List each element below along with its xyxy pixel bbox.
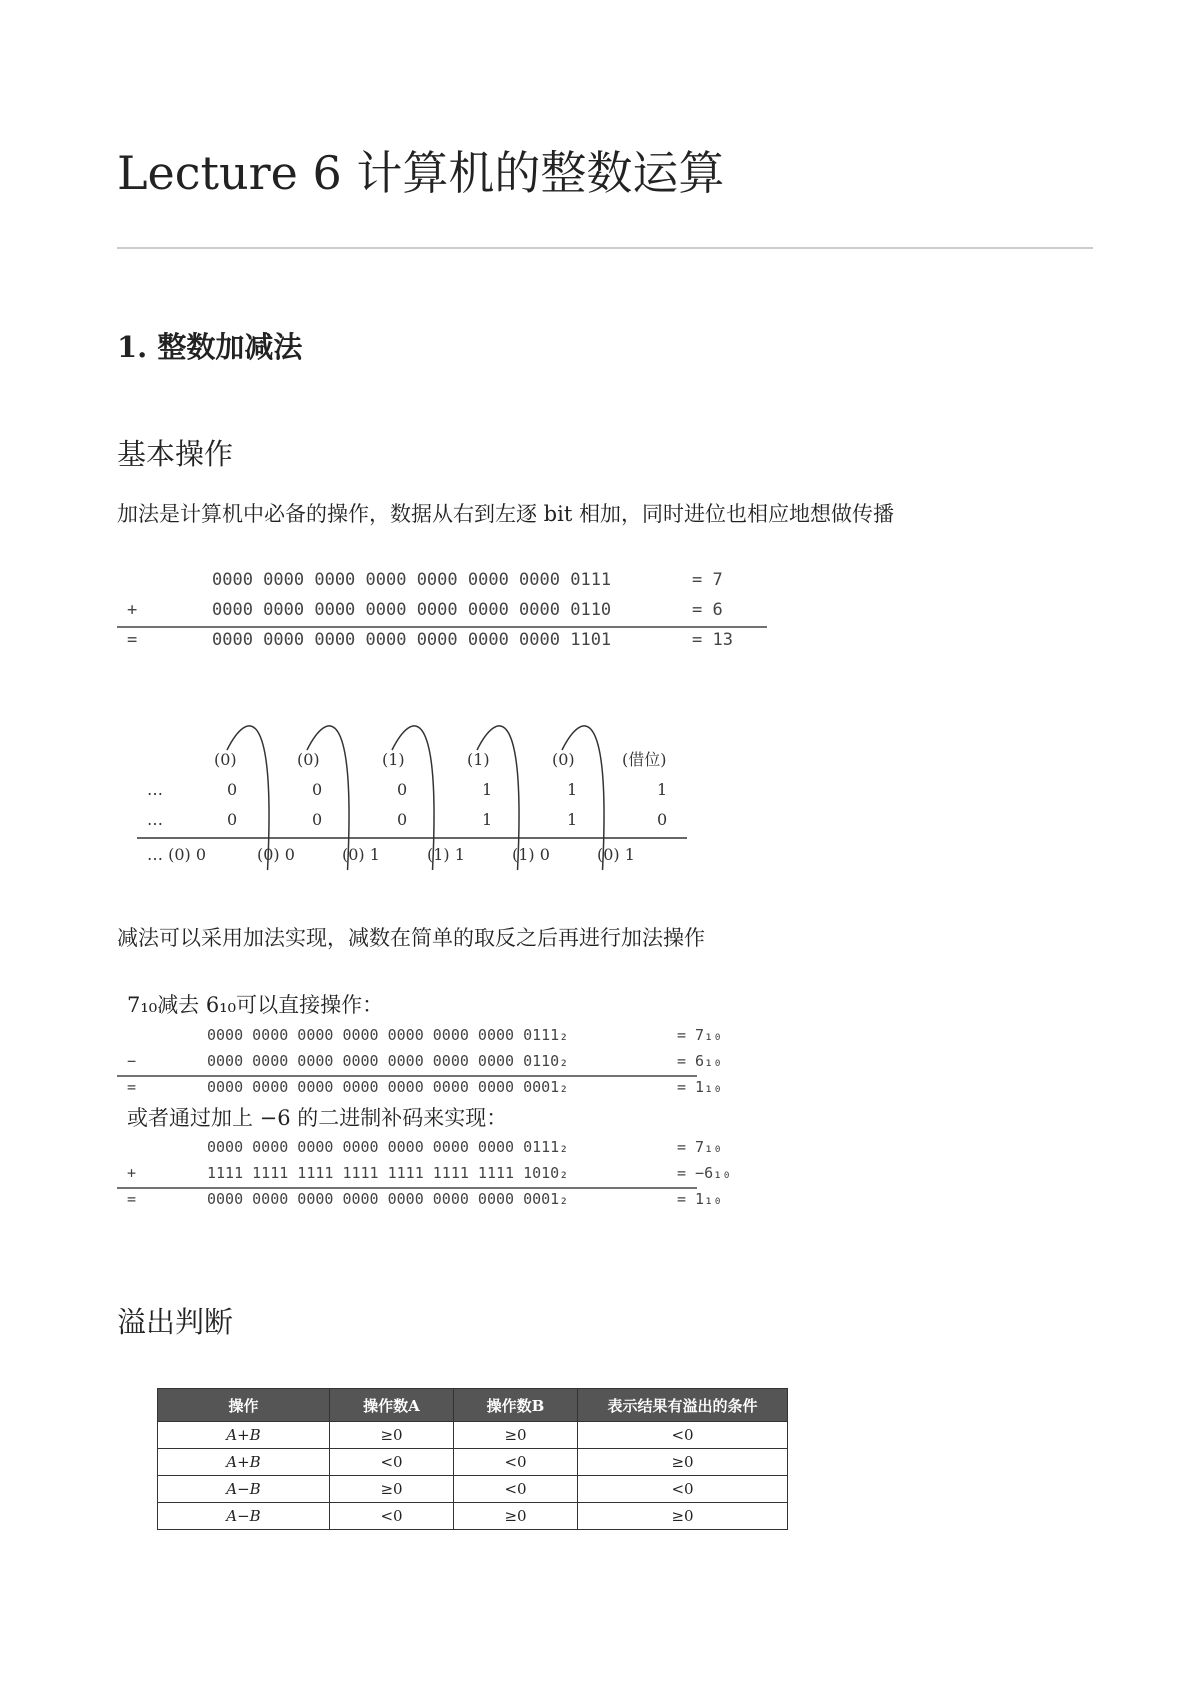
cell: ≥0 (330, 1476, 454, 1503)
carry-r2-0: … (147, 810, 163, 829)
carry-r1-3: 0 (397, 780, 408, 799)
sub2-bits-2: 1111 1111 1111 1111 1111 1111 1111 1010₂ (207, 1164, 569, 1182)
sub2-eq-1: = 7₁₀ (677, 1138, 723, 1156)
sub2-eq-2: = −6₁₀ (677, 1164, 732, 1182)
header-cond: 表示结果有溢出的条件 (578, 1389, 788, 1422)
sub1-op-3: = (127, 1078, 137, 1096)
paragraph-addition: 加法是计算机中必备的操作，数据从右到左逐 bit 相加，同时进位也相应地想做传播 (117, 502, 894, 526)
cell: ≥0 (578, 1449, 788, 1476)
cell: <0 (454, 1449, 578, 1476)
cell: A+B (158, 1449, 330, 1476)
table-row (158, 1422, 788, 1449)
carry-r3-4: (1) 0 (512, 845, 550, 864)
paragraph-subtraction: 减法可以采用加法实现，减数在简单的取反之后再进行加法操作 (117, 926, 705, 950)
overflow-figure (157, 1388, 788, 1530)
cell: ≥0 (330, 1422, 454, 1449)
cell: ≥0 (454, 1422, 578, 1449)
add-eq-1: = 7 (692, 570, 723, 590)
subheading-overflow: 溢出判断 (117, 1305, 234, 1339)
carry-r1-2: 0 (312, 780, 323, 799)
sub1-eq-1: = 7₁₀ (677, 1026, 723, 1044)
carry-r1-5: 1 (567, 780, 578, 799)
carry-r1-0: … (147, 780, 163, 799)
carry-r2-5: 1 (567, 810, 578, 829)
carry-r1-6: 1 (657, 780, 668, 799)
carry-r2-3: 0 (397, 810, 408, 829)
header-b: 操作数B (454, 1389, 578, 1422)
sub2-bits-1: 0000 0000 0000 0000 0000 0000 0000 0111₂ (207, 1138, 569, 1156)
carry-r1-4: 1 (482, 780, 493, 799)
sub2-op-2: + (127, 1164, 137, 1182)
sub-caption-2: 或者通过加上 −6 的二进制补码来实现： (127, 1106, 508, 1130)
carry-label-2: (0) (297, 750, 320, 769)
cell: A−B (158, 1503, 330, 1530)
carry-r2-4: 1 (482, 810, 493, 829)
carry-figure (117, 720, 717, 870)
sub1-eq-2: = 6₁₀ (677, 1052, 723, 1070)
cell: A+B (158, 1422, 330, 1449)
carry-label-5: (0) (552, 750, 575, 769)
overflow-table (157, 1388, 788, 1530)
sub2-op-3: = (127, 1190, 137, 1208)
section-heading: 1. 整数加减法 (117, 330, 303, 364)
carry-label-6: (借位) (622, 750, 667, 769)
add-op-2: + (127, 600, 138, 620)
carry-r2-2: 0 (312, 810, 323, 829)
carry-label-4: (1) (467, 750, 490, 769)
header-op: 操作 (158, 1389, 330, 1422)
cell: <0 (578, 1422, 788, 1449)
add-bits-2: 0000 0000 0000 0000 0000 0000 0000 0110 (212, 600, 612, 620)
sub1-bits-1: 0000 0000 0000 0000 0000 0000 0000 0111₂ (207, 1026, 569, 1044)
add-eq-2: = 6 (692, 600, 723, 620)
carry-r1-1: 0 (227, 780, 238, 799)
carry-r3-2: (0) 1 (342, 845, 380, 864)
sub-caption-1: 7₁₀减去 6₁₀可以直接操作： (127, 993, 384, 1017)
carry-r3-5: (0) 1 (597, 845, 635, 864)
cell: <0 (578, 1476, 788, 1503)
sub2-eq-3: = 1₁₀ (677, 1190, 723, 1208)
carry-label-3: (1) (382, 750, 405, 769)
carry-r2-6: 0 (657, 810, 668, 829)
carry-r3-3: (1) 1 (427, 845, 465, 864)
cell: <0 (330, 1449, 454, 1476)
add-bits-3: 0000 0000 0000 0000 0000 0000 0000 1101 (212, 630, 612, 650)
add-eq-3: = 13 (692, 630, 733, 650)
carry-label-1: (0) (214, 750, 237, 769)
page-title: Lecture 6 计算机的整数运算 (117, 146, 725, 200)
cell: <0 (454, 1476, 578, 1503)
cell: ≥0 (578, 1503, 788, 1530)
add-bits-1: 0000 0000 0000 0000 0000 0000 0000 0111 (212, 570, 612, 590)
sub1-bits-3: 0000 0000 0000 0000 0000 0000 0000 0001₂ (207, 1078, 569, 1096)
table-row (158, 1476, 788, 1503)
cell: A−B (158, 1476, 330, 1503)
divider (117, 247, 1093, 249)
sub1-op-2: − (127, 1052, 137, 1070)
cell: <0 (330, 1503, 454, 1530)
cell: ≥0 (454, 1503, 578, 1530)
subheading-basic: 基本操作 (117, 437, 234, 471)
sub1-eq-3: = 1₁₀ (677, 1078, 723, 1096)
addition-figure (117, 563, 817, 663)
sub2-bits-3: 0000 0000 0000 0000 0000 0000 0000 0001₂ (207, 1190, 569, 1208)
add-op-3: = (127, 630, 138, 650)
carry-r3-1: (0) 0 (257, 845, 295, 864)
subtraction-figure (117, 990, 817, 1230)
table-row (158, 1503, 788, 1530)
sub1-bits-2: 0000 0000 0000 0000 0000 0000 0000 0110₂ (207, 1052, 569, 1070)
carry-r2-1: 0 (227, 810, 238, 829)
table-row (158, 1449, 788, 1476)
header-a: 操作数A (330, 1389, 454, 1422)
carry-r3-0: … (0) 0 (147, 845, 207, 864)
